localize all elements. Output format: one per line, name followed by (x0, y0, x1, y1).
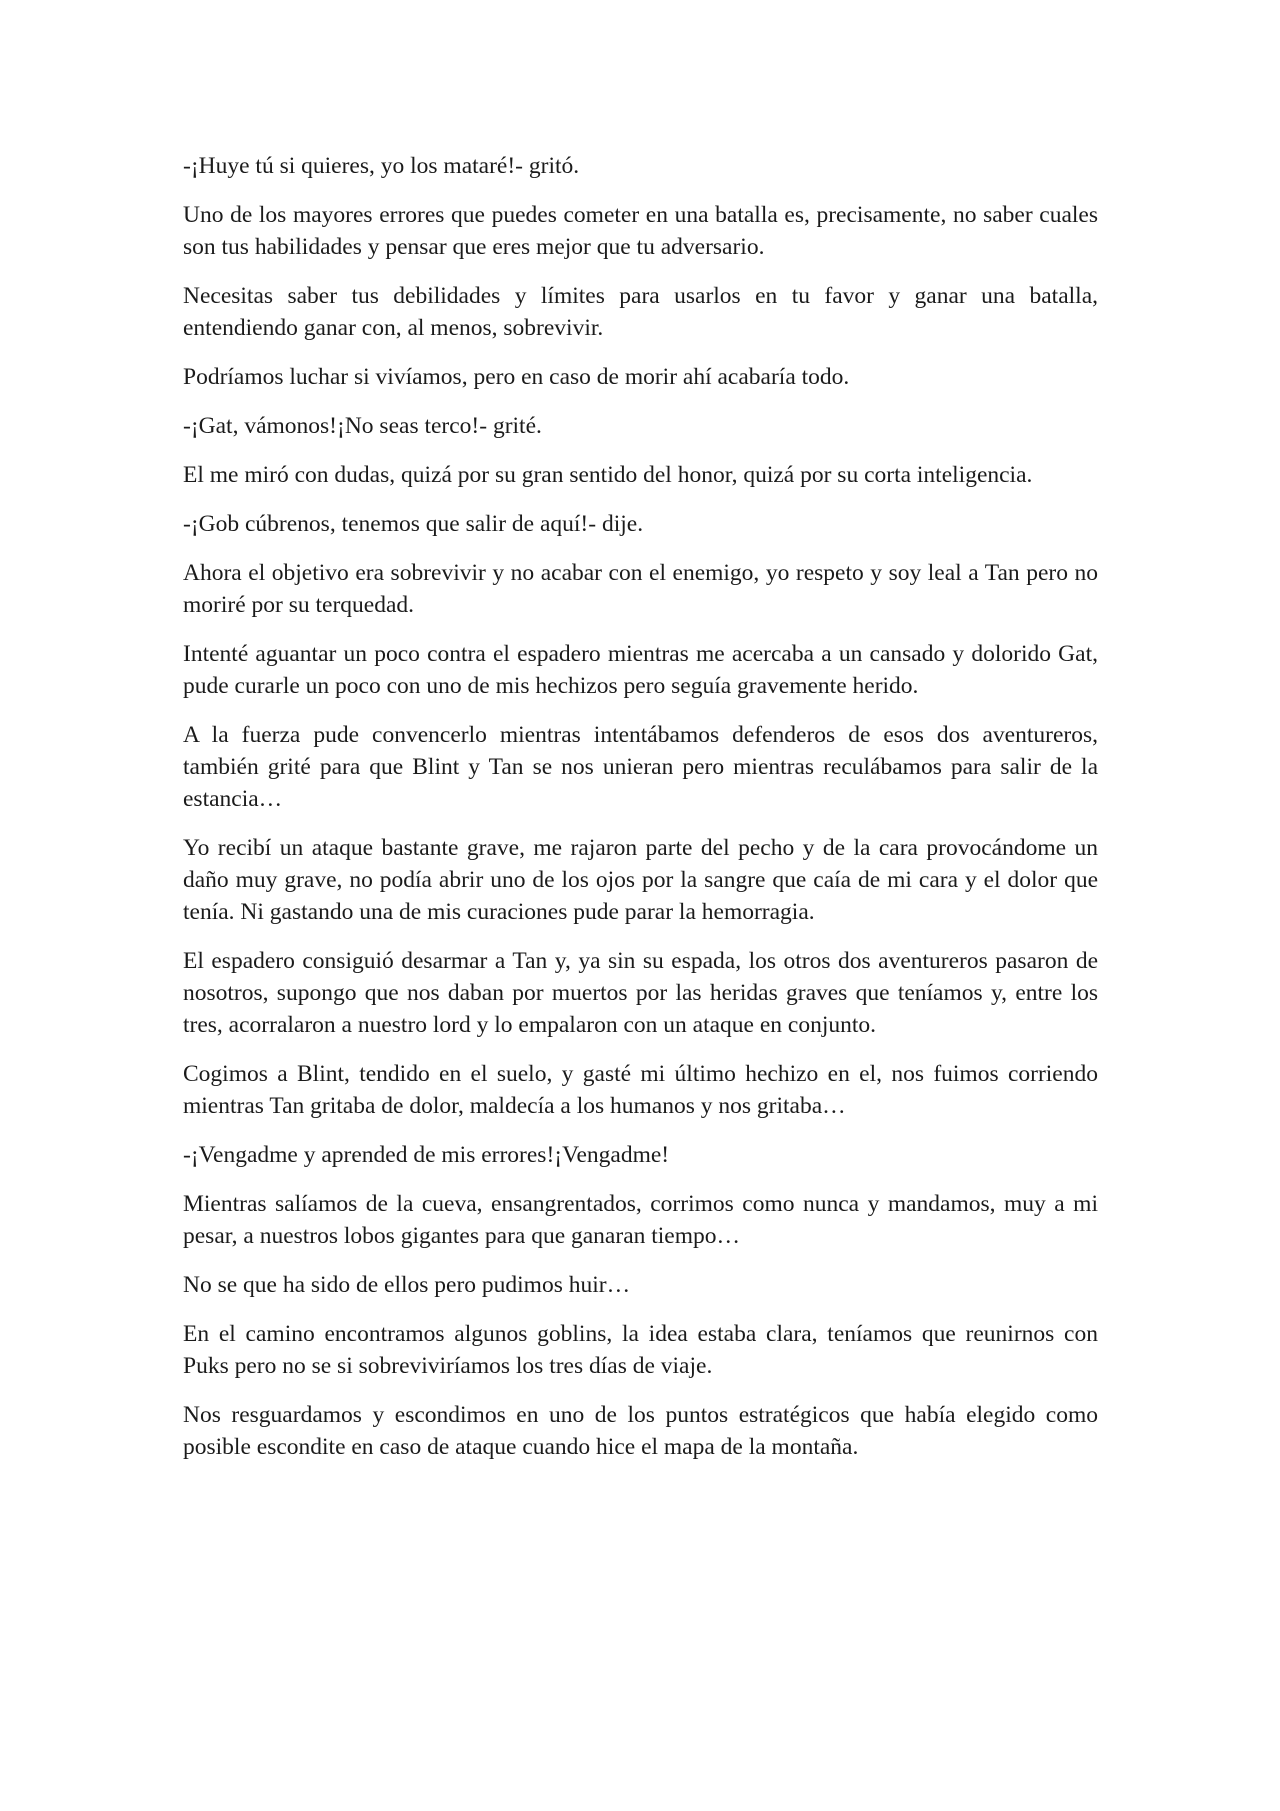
paragraph-17: En el camino encontramos algunos goblins, la idea estaba clara, teníamos que reunirnos con Puks pero no se si sobreviviríamos los tres días de viaje. (183, 1321, 1098, 1379)
paragraph-18: Nos resguardamos y escondimos en uno de los puntos estratégicos que había elegido como posible escondite en caso de ataque cuando hice el mapa de la montaña. (183, 1402, 1098, 1460)
document-page (183, 150, 1098, 1480)
paragraph-9: Intenté aguantar un poco contra el espadero mientras me acercaba a un cansado y dolorido Gat, pude curarle un poco con uno de mis hechizos pero seguía gravemente herido. (183, 641, 1098, 699)
paragraph-13: Cogimos a Blint, tendido en el suelo, y gasté mi último hechizo en el, nos fuimos corriendo mientras Tan gritaba de dolor, maldecía a los humanos y nos gritaba… (183, 1061, 1098, 1119)
paragraph-15: Mientras salíamos de la cueva, ensangrentados, corrimos como nunca y mandamos, muy a mi pesar, a nuestros lobos gigantes para que ganaran tiempo… (183, 1191, 1098, 1249)
paragraph-3: Necesitas saber tus debilidades y límites para usarlos en tu favor y ganar una batalla, entendiendo ganar con, al menos, sobrevivir. (183, 283, 1098, 341)
paragraph-7: -¡Gob cúbrenos, tenemos que salir de aquí!- dije. (183, 511, 644, 537)
paragraph-11: Yo recibí un ataque bastante grave, me rajaron parte del pecho y de la cara provocándome un daño muy grave, no podía abrir uno de los ojos por la sangre que caía de mi cara y el dolor que tenía. Ni gastando una de mis curaciones pude parar la hemorragia. (183, 835, 1098, 925)
paragraph-2: Uno de los mayores errores que puedes cometer en una batalla es, precisamente, no saber cuales son tus habilidades y pensar que eres mejor que tu adversario. (183, 202, 1098, 260)
paragraph-6: El me miró con dudas, quizá por su gran sentido del honor, quizá por su corta inteligencia. (183, 462, 1033, 488)
paragraph-12: El espadero consiguió desarmar a Tan y, ya sin su espada, los otros dos aventureros pasaron de nosotros, supongo que nos daban por muertos por las heridas graves que teníamos y, entre los tres, acorralaron a nuestro lord y lo empalaron con un ataque en conjunto. (183, 948, 1098, 1038)
paragraph-8: Ahora el objetivo era sobrevivir y no acabar con el enemigo, yo respeto y soy leal a Tan pero no moriré por su terquedad. (183, 560, 1098, 618)
paragraph-1: -¡Huye tú si quieres, yo los mataré!- gritó. (183, 153, 580, 179)
paragraph-5: -¡Gat, vámonos!¡No seas terco!- grité. (183, 413, 542, 439)
paragraph-4: Podríamos luchar si vivíamos, pero en caso de morir ahí acabaría todo. (183, 364, 850, 390)
paragraph-16: No se que ha sido de ellos pero pudimos huir… (183, 1272, 631, 1298)
paragraph-10: A la fuerza pude convencerlo mientras intentábamos defenderos de esos dos aventureros, también grité para que Blint y Tan se nos unieran pero mientras reculábamos para salir de la estancia… (183, 722, 1098, 812)
paragraph-14: -¡Vengadme y aprended de mis errores!¡Vengadme! (183, 1142, 670, 1168)
